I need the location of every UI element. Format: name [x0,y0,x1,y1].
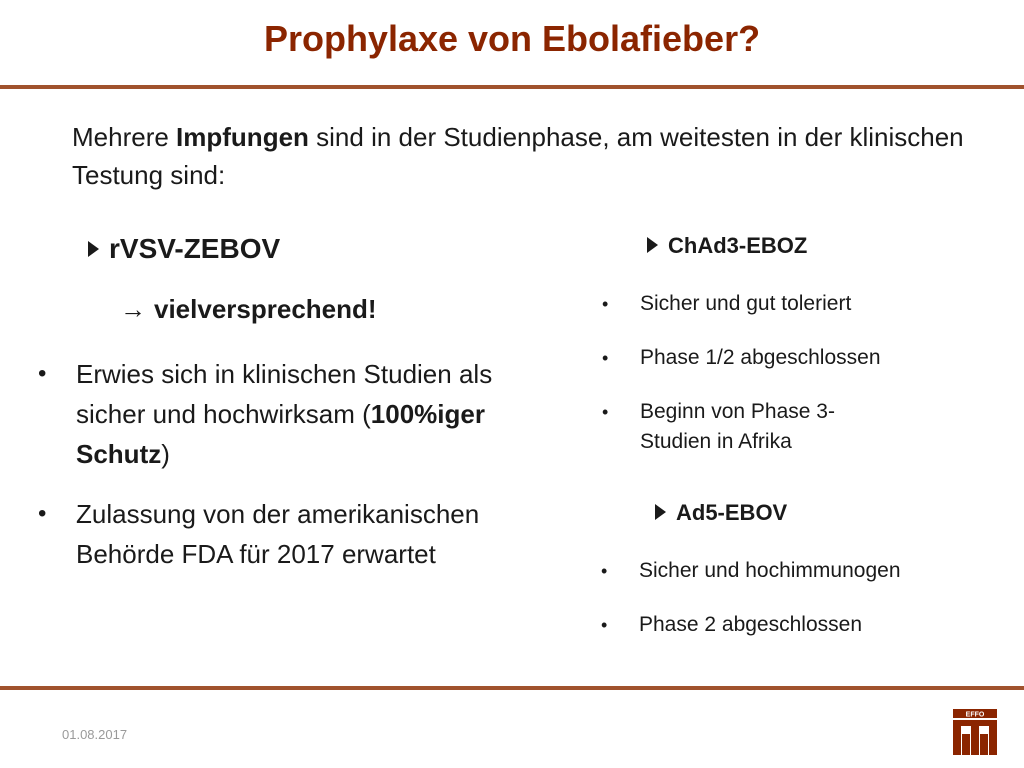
intro-text [72,118,972,194]
vaccine-assessment [120,294,377,325]
list-item [602,289,982,319]
footer-date: 01.08.2017 [62,727,128,742]
bullet-icon: • [38,360,47,387]
bullet-icon: • [601,615,608,635]
list-item [38,354,558,474]
bullet-icon: • [602,348,609,368]
list-item-text [76,354,558,474]
arrowhead-icon [647,237,658,253]
vaccine-heading-chad3 [647,233,807,259]
arrowhead-icon [88,241,99,257]
logo-text: EFFO [965,711,985,719]
rvsv-bullet-list [38,354,558,594]
vaccine-heading-rvsv [88,233,280,265]
slide-title: Prophylaxe von Ebolafieber? [263,18,761,59]
list-item [602,343,982,373]
list-item-text: Sicher und hochimmunogen [639,559,901,582]
list-item-text: Zulassung von der amerikanischen Behörde FDA für 2017 erwartet [76,499,480,569]
bullet-icon: • [602,402,609,422]
footer-divider [0,686,1024,690]
text-part: ) [161,439,170,469]
vaccine-name: Ad5-EBOV [676,500,788,525]
list-item-text: Sicher und gut toleriert [640,292,852,315]
bullet-icon: • [602,294,609,314]
text-bold: 100%iger Schutz [76,399,485,469]
list-item-text: Phase 1/2 abgeschlossen [640,346,881,369]
list-item [602,397,982,457]
effo-logo-icon [951,707,999,757]
right-arrow-icon: → [120,294,146,324]
ad5-bullet-list [601,556,981,664]
list-item-text: Phase 2 abgeschlossen [639,613,862,636]
list-item [38,494,558,574]
vaccine-heading-ad5 [655,500,787,526]
chad3-bullet-list [602,289,982,481]
bullet-icon: • [38,500,47,527]
list-item [601,556,981,586]
arrowhead-icon [655,504,666,520]
list-item [601,610,981,640]
bullet-icon: • [601,561,608,581]
intro-text-part: Mehrere [72,122,177,152]
assessment-label: vielversprechend! [154,294,377,324]
vaccine-name: rVSV-ZEBOV [109,233,281,264]
text-part: Erwies sich in klinischen Studien als sicher und hochwirksam ( [76,359,493,429]
intro-bold-term: Impfungen [176,122,309,152]
vaccine-name: ChAd3-EBOZ [668,233,808,258]
intro-text-part: sind in der Studienphase, am weitesten in der klinischen Testung sind: [72,122,964,190]
list-item-text: Beginn von Phase 3-Studien in Afrika [640,400,835,453]
title-divider [0,85,1024,89]
